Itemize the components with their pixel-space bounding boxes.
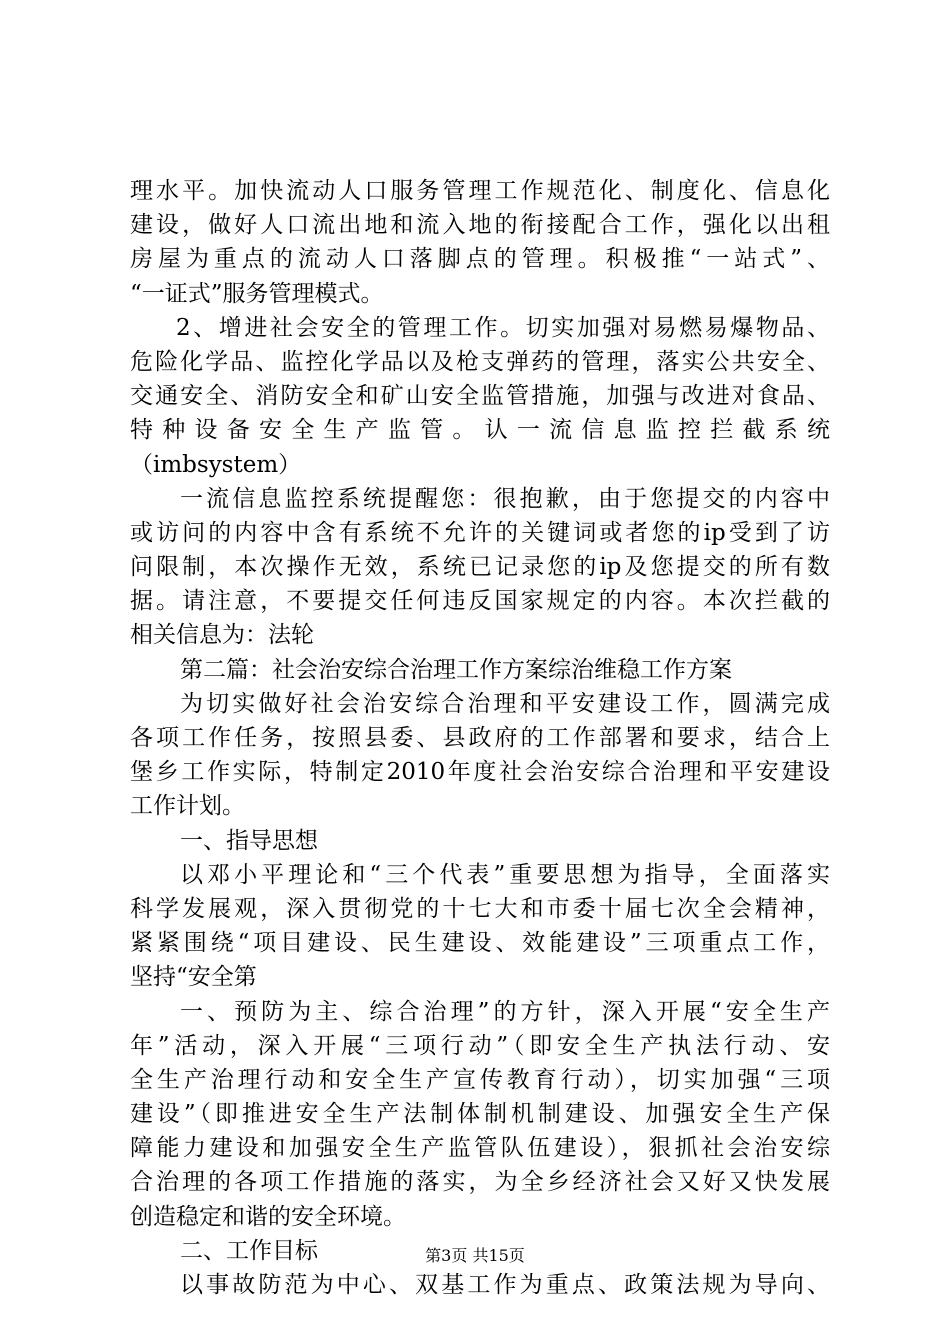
text-line: （imbsystem） bbox=[130, 451, 302, 478]
text-line: 特种设备安全生产监管。认一流信息监控拦截系统 bbox=[130, 417, 830, 444]
section-heading: 一、指导思想 bbox=[180, 827, 318, 854]
text-line: 障能力建设和加强安全生产监管队伍建设），狠抓社会治安综 bbox=[130, 1135, 830, 1162]
text-line: 或访问的内容中含有系统不允许的关键词或者您的ip受到了访 bbox=[130, 519, 830, 546]
text-line: 坚持“安全第 bbox=[130, 964, 257, 991]
text-line: 房屋为重点的流动人口落脚点的管理。积极推“一站式”、 bbox=[130, 246, 830, 273]
text-line: 各项工作任务，按照县委、县政府的工作部署和要求，结合上 bbox=[130, 725, 830, 751]
text-line: 紧紧围绕“项目建设、民生建设、效能建设”三项重点工作， bbox=[130, 930, 830, 957]
text-line: 问限制，本次操作无效，系统已记录您的ip及您提交的所有数 bbox=[130, 554, 830, 581]
body-text bbox=[130, 174, 830, 1302]
text-line: 危险化学品、监控化学品以及枪支弹药的管理，落实公共安全、 bbox=[130, 348, 830, 375]
paragraph-start-line: 2、增进社会安全的管理工作。切实加强对易燃易爆物品、 bbox=[176, 314, 830, 341]
text-line: 合治理的各项工作措施的落实，为全乡经济社会又好又快发展 bbox=[130, 1169, 830, 1196]
text-line: 科学发展观，深入贯彻党的十七大和市委十届七次全会精神， bbox=[130, 895, 830, 922]
page-footer: 第3页 共15页 bbox=[425, 1246, 525, 1265]
section-heading: 第二篇：社会治安综合治理工作方案综治维稳工作方案 bbox=[180, 656, 732, 683]
paragraph-start-line: 为切实做好社会治安综合治理和平安建设工作，圆满完成 bbox=[180, 690, 830, 717]
paragraph-start-line: 一、预防为主、综合治理”的方针，深入开展“安全生产 bbox=[180, 998, 830, 1025]
text-line: 理水平。加快流动人口服务管理工作规范化、制度化、信息化 bbox=[130, 178, 830, 204]
text-line: 交通安全、消防安全和矿山安全监管措施，加强与改进对食品、 bbox=[130, 383, 830, 410]
text-line: 相关信息为：法轮 bbox=[130, 622, 314, 649]
paragraph-start-line: 以事故防范为中心、双基工作为重点、政策法规为导向、 bbox=[180, 1272, 830, 1298]
text-line: “一证式”服务管理模式。 bbox=[130, 280, 384, 307]
text-line: 建设，做好人口流出地和流入地的衔接配合工作，强化以出租 bbox=[130, 212, 830, 239]
text-line: 全生产治理行动和安全生产宣传教育行动），切实加强“三项 bbox=[130, 1066, 830, 1093]
text-line: 工作计划。 bbox=[130, 793, 245, 820]
paragraph-start-line: 以邓小平理论和“三个代表”重要思想为指导，全面落实 bbox=[180, 861, 830, 888]
text-line: 据。请注意，不要提交任何违反国家规定的内容。本次拦截的 bbox=[130, 588, 830, 615]
text-line: 创造稳定和谐的安全环境。 bbox=[130, 1203, 406, 1230]
paragraph-start-line: 一流信息监控系统提醒您：很抱歉，由于您提交的内容中 bbox=[180, 485, 830, 512]
section-heading: 二、工作目标 bbox=[180, 1237, 318, 1264]
text-line: 年”活动，深入开展“三项行动”（即安全生产执法行动、安 bbox=[130, 1032, 830, 1059]
text-line: 建设”（即推进安全生产法制体制机制建设、加强安全生产保 bbox=[130, 1101, 830, 1128]
text-line: 堡乡工作实际，特制定2010年度社会治安综合治理和平安建设 bbox=[130, 759, 830, 786]
